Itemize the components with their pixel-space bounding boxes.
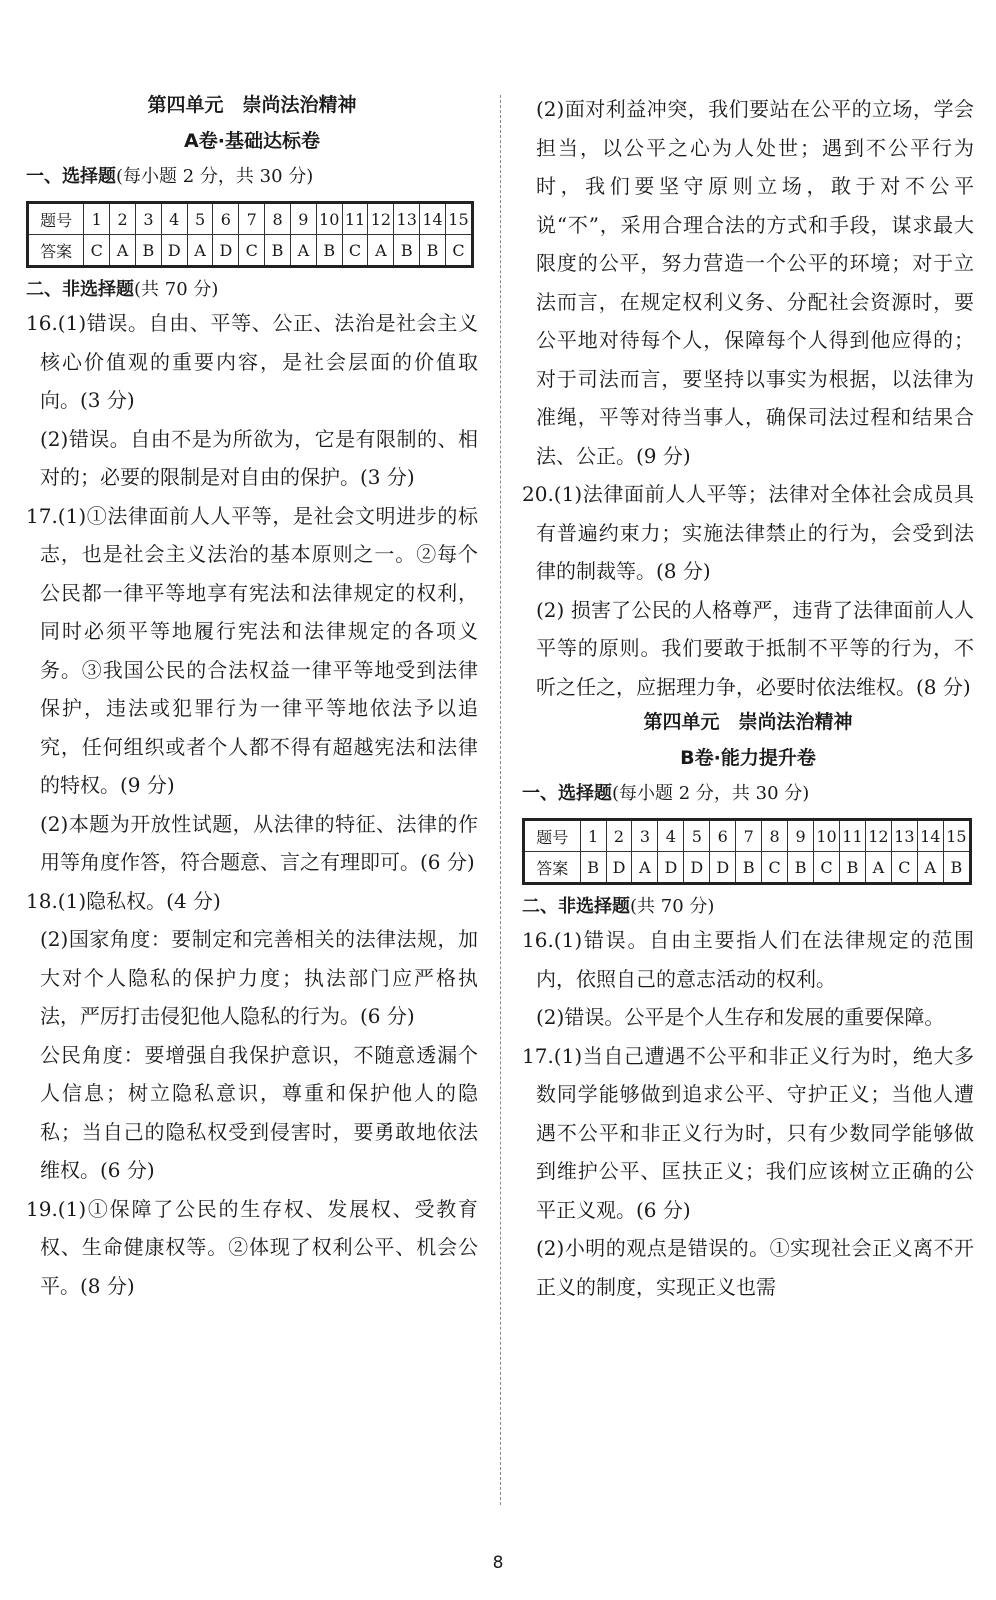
table-cell-answer: D — [161, 235, 187, 267]
unit-title-a: 第四单元 崇尚法治精神 — [147, 94, 357, 116]
answer-table-a — [26, 201, 474, 268]
table-cell-answer: C — [891, 852, 917, 884]
table-cell-number: 11 — [839, 820, 865, 852]
table-cell-number: 3 — [136, 203, 162, 235]
table-cell-number: 12 — [865, 820, 891, 852]
table-cell-answer: B — [420, 235, 446, 267]
unit-title-b: 第四单元 崇尚法治精神 — [643, 711, 853, 733]
table-cell-number: 3 — [632, 820, 658, 852]
table-cell-number: 12 — [368, 203, 394, 235]
paper-title-b: B卷·能力提升卷 — [680, 747, 816, 769]
column-divider — [500, 95, 501, 1505]
table-cell-number: 9 — [290, 203, 316, 235]
table-number-row — [28, 203, 473, 235]
table-cell-answer: B — [943, 852, 970, 884]
table-row-label: 答案 — [524, 852, 581, 884]
table-cell-answer: B — [788, 852, 814, 884]
table-cell-number: 8 — [762, 820, 788, 852]
table-cell-answer: A — [110, 235, 136, 267]
table-cell-number: 8 — [265, 203, 291, 235]
answer-paragraph: 16.(1)错误。自由主要指人们在法律规定的范围内，依照自己的意志活动的权利。 — [522, 928, 974, 991]
table-cell-number: 10 — [316, 203, 342, 235]
table-cell-answer: B — [265, 235, 291, 267]
answer-paragraph: (2)错误。自由不是为所欲为，它是有限制的、相对的；必要的限制是对自由的保护。(3 分) — [40, 426, 478, 489]
table-cell-answer: C — [239, 235, 265, 267]
table-cell-number: 1 — [580, 820, 606, 852]
table-cell-number: 14 — [420, 203, 446, 235]
table-row-label: 题号 — [28, 203, 84, 235]
table-cell-number: 4 — [161, 203, 187, 235]
table-cell-number: 14 — [917, 820, 943, 852]
table-answer-row — [28, 235, 473, 267]
table-cell-number: 15 — [445, 203, 472, 235]
table-cell-number: 1 — [84, 203, 110, 235]
answer-paragraph: 20.(1)法律面前人人平等；法律对全体社会成员具有普遍约束力；实施法律禁止的行为，会受到法律的制裁等。(8 分) — [522, 482, 974, 583]
table-cell-number: 10 — [814, 820, 840, 852]
table-cell-answer: B — [839, 852, 865, 884]
table-cell-answer: B — [736, 852, 762, 884]
choice-heading-b: 一、选择题(每小题 2 分，共 30 分) — [522, 783, 810, 804]
table-cell-answer: D — [658, 852, 684, 884]
page-number: 8 — [492, 1553, 504, 1573]
answers-a-continued — [522, 90, 974, 706]
answer-paragraph: 19.(1)①保障了公民的生存权、发展权、受教育权、生命健康权等。②体现了权利公平、机会公平。(8 分) — [26, 1196, 478, 1298]
table-cell-number: 11 — [342, 203, 368, 235]
table-cell-number: 5 — [684, 820, 710, 852]
answer-paragraph: 18.(1)隐私权。(4 分) — [26, 888, 221, 913]
table-cell-answer: B — [136, 235, 162, 267]
table-cell-number: 15 — [943, 820, 970, 852]
table-cell-answer: D — [710, 852, 736, 884]
answer-paragraph: (2)错误。公平是个人生存和发展的重要保障。 — [536, 1005, 945, 1029]
answers-b — [522, 921, 974, 1306]
table-answer-row — [524, 852, 971, 884]
table-cell-answer: A — [632, 852, 658, 884]
table-cell-number: 2 — [606, 820, 632, 852]
answer-paragraph: 17.(1)①法律面前人人平等，是社会文明进步的标志，也是社会主义法治的基本原则之一。②每个公民都一律平等地享有宪法和法律规定的权利，同时必须平等地履行宪法和法律规定的各项义务。③我国公民的合法权益一律平等地受到法律保护，违法或犯罪行为一律平等地依法予以追究，任何组织或者个人都不得有超越宪法和法律的特权。(9 分) — [26, 503, 478, 797]
table-cell-number: 6 — [710, 820, 736, 852]
answer-paragraph: (2) 损害了公民的人格尊严，违背了法律面前人人平等的原则。我们要敢于抵制不平等的行为，不听之任之，应据理力争，必要时依法维权。(8 分) — [536, 597, 974, 699]
answer-paragraph: 公民角度：要增强自我保护意识，不随意透漏个人信息；树立隐私意识，尊重和保护他人的隐私；当自己的隐私权受到侵害时，要勇敢地依法维权。(6 分) — [40, 1042, 478, 1182]
table-cell-answer: D — [684, 852, 710, 884]
table-cell-answer: D — [606, 852, 632, 884]
table-cell-number: 13 — [891, 820, 917, 852]
table-cell-number: 6 — [213, 203, 239, 235]
table-cell-answer: D — [213, 235, 239, 267]
table-cell-answer: A — [368, 235, 394, 267]
answer-paragraph: (2)国家角度：要制定和完善相关的法律法规，加大对个人隐私的保护力度；执法部门应严格执法，严厉打击侵犯他人隐私的行为。(6 分) — [40, 927, 478, 1028]
table-cell-answer: A — [290, 235, 316, 267]
table-cell-number: 7 — [736, 820, 762, 852]
table-cell-number: 13 — [394, 203, 420, 235]
answer-paragraph: (2)小明的观点是错误的。①实现社会正义离不开正义的制度，实现正义也需 — [536, 1236, 974, 1299]
table-cell-answer: B — [394, 235, 420, 267]
table-cell-answer: A — [917, 852, 943, 884]
table-cell-answer: B — [316, 235, 342, 267]
table-cell-number: 9 — [788, 820, 814, 852]
table-cell-answer: A — [187, 235, 213, 267]
choice-heading-a: 一、选择题(每小题 2 分，共 30 分) — [26, 166, 314, 187]
nonchoice-heading-b: 二、非选择题(共 70 分) — [522, 896, 715, 917]
answer-paragraph: (2)本题为开放性试题，从法律的特征、法律的作用等角度作答，符合题意、言之有理即可。(6 分) — [40, 811, 478, 874]
answer-paragraph: 17.(1)当自己遭遇不公平和非正义行为时，绝大多数同学能够做到追求公平、守护正义；当他人遭遇不公平和非正义行为时，只有少数同学能够做到维护公平、匡扶正义；我们应该树立正确的公平正义观。(6 分) — [522, 1043, 974, 1222]
table-cell-answer: C — [84, 235, 110, 267]
table-cell-answer: C — [762, 852, 788, 884]
table-cell-answer: C — [342, 235, 368, 267]
paper-title-a: A卷·基础达标卷 — [184, 130, 320, 152]
table-row-label: 答案 — [28, 235, 84, 267]
table-cell-number: 7 — [239, 203, 265, 235]
table-cell-number: 5 — [187, 203, 213, 235]
table-number-row — [524, 820, 971, 852]
table-cell-answer: B — [580, 852, 606, 884]
left-column — [26, 0, 478, 1305]
table-cell-answer: A — [865, 852, 891, 884]
answers-a — [26, 304, 478, 1305]
answer-paragraph: (2)面对利益冲突，我们要站在公平的立场，学会担当，以公平之心为人处世；遇到不公平行为时，我们要坚守原则立场，敢于对不公平说“不”，采用合理合法的方式和手段，谋求最大限度的公平，努力营造一个公平的环境；对于立法而言，在规定权利义务、分配社会资源时，要公平地对待每个人，保障每个人得到他应得的；对于司法而言，要坚持以事实为根据，以法律为准绳，平等对待当事人，确保司法过程和结果合法、公正。(9 分) — [536, 97, 974, 468]
table-cell-number: 2 — [110, 203, 136, 235]
nonchoice-heading-a: 二、非选择题(共 70 分) — [26, 279, 219, 300]
table-cell-answer: C — [445, 235, 472, 267]
table-cell-number: 4 — [658, 820, 684, 852]
right-column — [522, 0, 974, 1306]
table-row-label: 题号 — [524, 820, 581, 852]
answer-table-b — [522, 818, 972, 885]
table-cell-answer: C — [814, 852, 840, 884]
answer-paragraph: 16.(1)错误。自由、平等、公正、法治是社会主义核心价值观的重要内容，是社会层面的价值取向。(3 分) — [26, 311, 478, 412]
